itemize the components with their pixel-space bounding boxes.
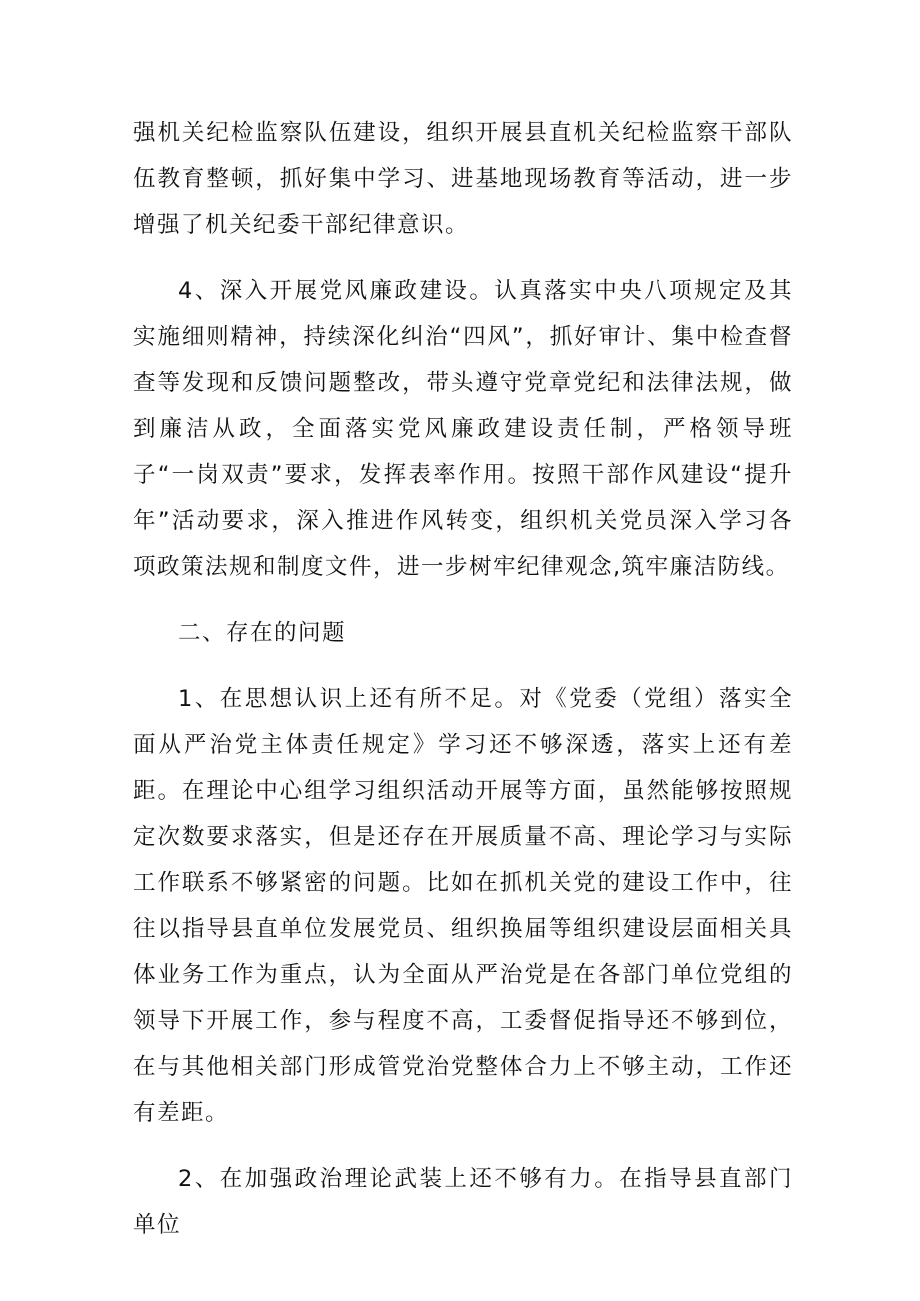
text-line: 党治党整体合力上不够主动，工作还有差距。 [133, 1054, 793, 1126]
text-line: 落实，但是还存在开展质量不高、理论学习与实际工作联系不够 [133, 824, 793, 896]
paragraph-item-4 [133, 268, 793, 590]
text-line: 教育整顿，抓好集中学习、进基地现场教育等活动，进一步增强 [133, 166, 793, 238]
text-line: 位发展党员、组织换届等组织建设层面相关具体业务工作为重点， [133, 916, 793, 988]
text-line: 认为全面从严治党是在各部门单位党组的领导下开展工作，参与 [133, 962, 793, 1034]
text-line: 二、存在的问题 [178, 620, 347, 646]
document-body [133, 110, 793, 1248]
text-line: 要求，发挥表率作用。按照干部作风建设“提升年”活动要求， [133, 462, 793, 534]
paragraph-problem-1 [133, 676, 793, 1136]
text-line: 4、深入开展党风廉政建设。认真落实中央八项规定及其实施 [133, 278, 793, 350]
text-line: 发现和反馈问题整改，带头遵守党章党纪和法律法规，做到廉洁 [133, 370, 793, 442]
text-line: 严治党主体责任规定》学习还不够深透，落实上还有差距。在理 [133, 732, 793, 804]
text-line: 紧密的问题。比如在抓机关党的建设工作中，往往以指导县直单 [133, 870, 793, 942]
text-line: 从政，全面落实党风廉政建设责任制，严格领导班子“一岗双责” [133, 416, 793, 488]
section-heading-problems [133, 610, 793, 656]
text-line: 程度不高，工委督促指导还不够到位，在与其他相关部门形成管 [133, 1008, 793, 1080]
text-line: 细则精神，持续深化纠治“四风”，抓好审计、集中检查督查等 [133, 324, 793, 396]
text-line: 深入推进作风转变，组织机关党员深入学习各项政策法规和制度 [133, 508, 793, 580]
paragraph-continuation [133, 110, 793, 248]
text-line: 2、在加强政治理论武装上还不够有力。在指导县直部门单位 [133, 1166, 793, 1238]
text-line: 文件，进一步树牢纪律观念,筑牢廉洁防线。 [325, 554, 790, 580]
text-line: 了机关纪委干部纪律意识。 [181, 212, 470, 238]
paragraph-problem-2 [133, 1156, 793, 1248]
text-line: 论中心组学习组织活动开展等方面，虽然能够按照规定次数要求 [133, 778, 793, 850]
text-line: 1、在思想认识上还有所不足。对《党委（党组）落实全面从 [133, 686, 793, 758]
text-line: 强机关纪检监察队伍建设，组织开展县直机关纪检监察干部队伍 [133, 120, 793, 192]
